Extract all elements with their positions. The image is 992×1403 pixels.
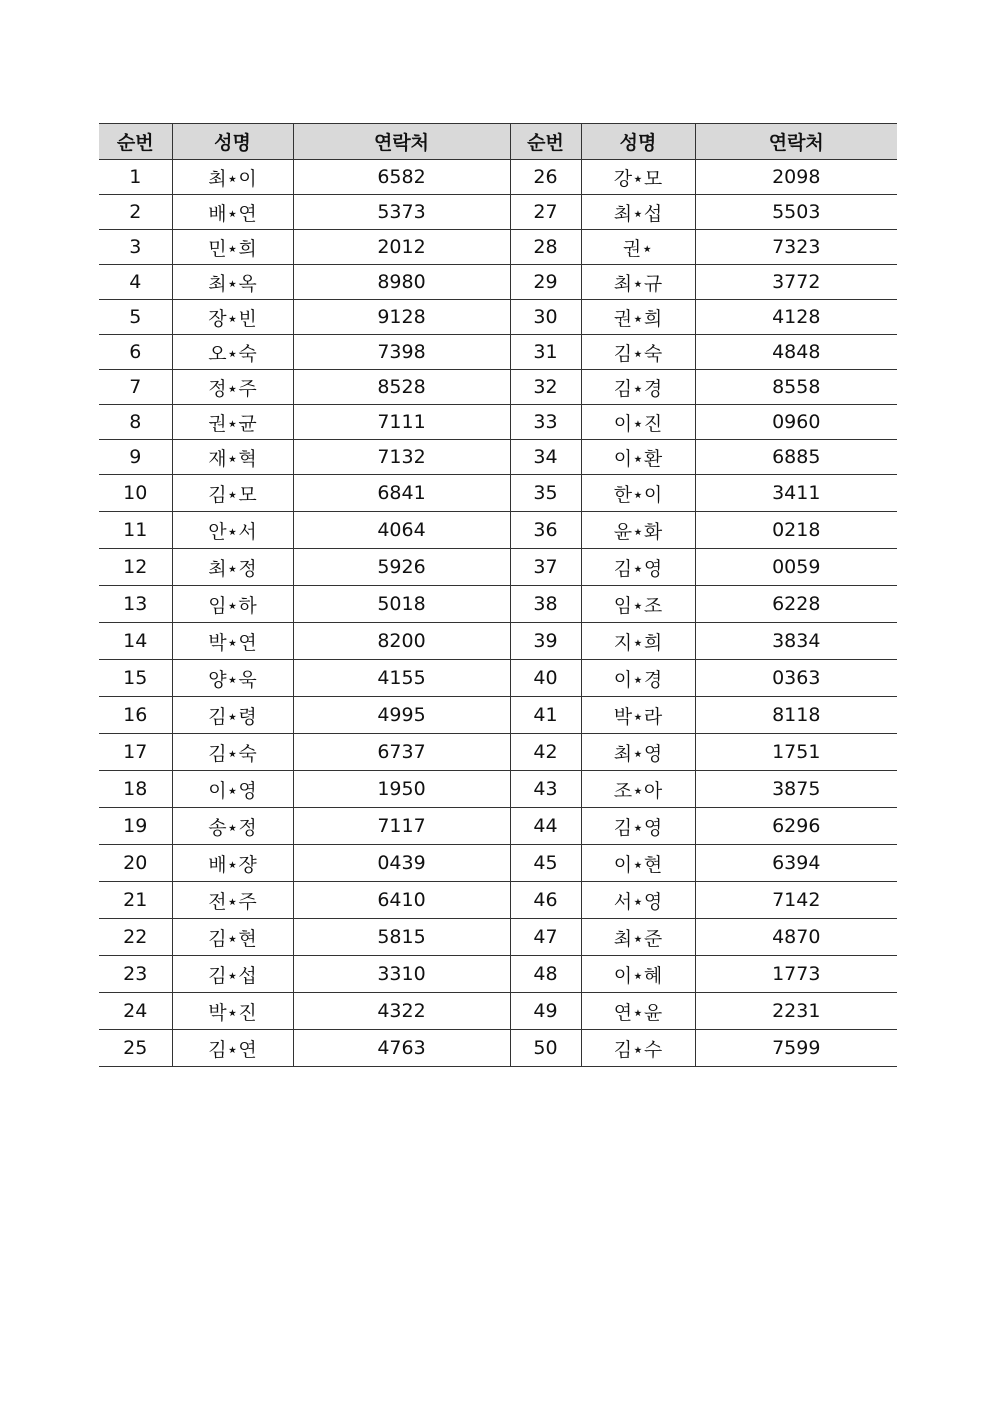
cell-contact-2: 4870: [695, 919, 897, 956]
cell-contact-2: 3772: [695, 265, 897, 300]
cell-contact-2: 1751: [695, 734, 897, 771]
cell-number: 1: [99, 160, 172, 195]
cell-number: 16: [99, 697, 172, 734]
table-body: [99, 160, 897, 1067]
cell-name-2: 권⋆희: [581, 300, 695, 335]
cell-number-2: 29: [510, 265, 581, 300]
header-contact-2: 연락처: [695, 124, 897, 160]
cell-name-2: 임⋆조: [581, 586, 695, 623]
cell-number: 19: [99, 808, 172, 845]
cell-number-2: 40: [510, 660, 581, 697]
cell-name-2: 이⋆혜: [581, 956, 695, 993]
cell-contact: 3310: [293, 956, 510, 993]
cell-name: 최⋆옥: [172, 265, 293, 300]
cell-number: 14: [99, 623, 172, 660]
cell-contact: 2012: [293, 230, 510, 265]
table-row: [99, 808, 897, 845]
table-row: [99, 300, 897, 335]
cell-number: 24: [99, 993, 172, 1030]
table-row: [99, 734, 897, 771]
cell-number-2: 42: [510, 734, 581, 771]
header-contact: 연락처: [293, 124, 510, 160]
cell-contact-2: 2098: [695, 160, 897, 195]
cell-contact: 8528: [293, 370, 510, 405]
table-row: [99, 919, 897, 956]
cell-name-2: 강⋆모: [581, 160, 695, 195]
table-row: [99, 993, 897, 1030]
cell-name: 오⋆숙: [172, 335, 293, 370]
cell-contact-2: 6228: [695, 586, 897, 623]
cell-name-2: 연⋆윤: [581, 993, 695, 1030]
cell-number-2: 26: [510, 160, 581, 195]
table-row: [99, 771, 897, 808]
cell-name: 정⋆주: [172, 370, 293, 405]
cell-name-2: 윤⋆화: [581, 512, 695, 549]
cell-number: 17: [99, 734, 172, 771]
cell-contact: 4064: [293, 512, 510, 549]
cell-name-2: 최⋆섭: [581, 195, 695, 230]
cell-number-2: 31: [510, 335, 581, 370]
cell-name-2: 이⋆현: [581, 845, 695, 882]
cell-contact: 9128: [293, 300, 510, 335]
cell-number: 12: [99, 549, 172, 586]
header-name-2: 성명: [581, 124, 695, 160]
cell-number: 15: [99, 660, 172, 697]
table-row: [99, 956, 897, 993]
cell-number: 20: [99, 845, 172, 882]
cell-contact: 6582: [293, 160, 510, 195]
cell-name-2: 김⋆영: [581, 808, 695, 845]
cell-contact-2: 7142: [695, 882, 897, 919]
table-row: [99, 265, 897, 300]
cell-number: 21: [99, 882, 172, 919]
cell-contact: 8980: [293, 265, 510, 300]
cell-contact: 4763: [293, 1030, 510, 1067]
table-row: [99, 697, 897, 734]
cell-contact-2: 0059: [695, 549, 897, 586]
roster-table: [99, 123, 897, 1067]
cell-contact-2: 1773: [695, 956, 897, 993]
cell-number: 5: [99, 300, 172, 335]
cell-name: 장⋆빈: [172, 300, 293, 335]
cell-name: 최⋆정: [172, 549, 293, 586]
cell-name: 배⋆쟝: [172, 845, 293, 882]
table-header-row: [99, 124, 897, 160]
cell-number: 11: [99, 512, 172, 549]
cell-name: 김⋆현: [172, 919, 293, 956]
table-row: [99, 1030, 897, 1067]
cell-number: 3: [99, 230, 172, 265]
cell-contact-2: 6296: [695, 808, 897, 845]
cell-name-2: 권⋆: [581, 230, 695, 265]
cell-name: 김⋆모: [172, 475, 293, 512]
cell-name: 김⋆연: [172, 1030, 293, 1067]
table-row: [99, 549, 897, 586]
cell-name: 송⋆정: [172, 808, 293, 845]
cell-name-2: 최⋆준: [581, 919, 695, 956]
table-row: [99, 195, 897, 230]
table-row: [99, 512, 897, 549]
cell-name-2: 김⋆숙: [581, 335, 695, 370]
cell-contact: 4155: [293, 660, 510, 697]
cell-name-2: 조⋆아: [581, 771, 695, 808]
cell-number-2: 50: [510, 1030, 581, 1067]
cell-name-2: 최⋆영: [581, 734, 695, 771]
cell-name-2: 최⋆규: [581, 265, 695, 300]
header-number-2: 순번: [510, 124, 581, 160]
cell-name-2: 김⋆수: [581, 1030, 695, 1067]
cell-number-2: 49: [510, 993, 581, 1030]
header-number: 순번: [99, 124, 172, 160]
cell-contact: 4322: [293, 993, 510, 1030]
cell-number: 13: [99, 586, 172, 623]
table-row: [99, 660, 897, 697]
table-row: [99, 475, 897, 512]
table-row: [99, 335, 897, 370]
cell-number-2: 34: [510, 440, 581, 475]
cell-number-2: 46: [510, 882, 581, 919]
cell-number: 7: [99, 370, 172, 405]
cell-number-2: 37: [510, 549, 581, 586]
cell-number-2: 39: [510, 623, 581, 660]
cell-contact-2: 7599: [695, 1030, 897, 1067]
cell-name-2: 김⋆영: [581, 549, 695, 586]
cell-contact-2: 8558: [695, 370, 897, 405]
cell-contact: 8200: [293, 623, 510, 660]
cell-contact-2: 6885: [695, 440, 897, 475]
cell-name: 민⋆희: [172, 230, 293, 265]
cell-number: 25: [99, 1030, 172, 1067]
cell-number-2: 36: [510, 512, 581, 549]
cell-number-2: 43: [510, 771, 581, 808]
cell-name-2: 지⋆희: [581, 623, 695, 660]
table-row: [99, 370, 897, 405]
cell-name: 박⋆연: [172, 623, 293, 660]
cell-contact: 6841: [293, 475, 510, 512]
cell-name-2: 이⋆경: [581, 660, 695, 697]
cell-number-2: 32: [510, 370, 581, 405]
cell-number-2: 45: [510, 845, 581, 882]
table-row: [99, 440, 897, 475]
cell-number-2: 33: [510, 405, 581, 440]
cell-contact-2: 0218: [695, 512, 897, 549]
cell-contact: 5815: [293, 919, 510, 956]
cell-contact-2: 7323: [695, 230, 897, 265]
cell-number: 6: [99, 335, 172, 370]
cell-contact: 6737: [293, 734, 510, 771]
table-row: [99, 586, 897, 623]
cell-name: 김⋆령: [172, 697, 293, 734]
cell-number-2: 30: [510, 300, 581, 335]
cell-number: 4: [99, 265, 172, 300]
cell-contact-2: 2231: [695, 993, 897, 1030]
cell-contact: 0439: [293, 845, 510, 882]
cell-name: 배⋆연: [172, 195, 293, 230]
cell-name-2: 이⋆환: [581, 440, 695, 475]
cell-name: 재⋆혁: [172, 440, 293, 475]
cell-contact: 7111: [293, 405, 510, 440]
cell-name-2: 박⋆라: [581, 697, 695, 734]
table-row: [99, 405, 897, 440]
cell-name: 김⋆숙: [172, 734, 293, 771]
cell-contact: 1950: [293, 771, 510, 808]
cell-contact-2: 5503: [695, 195, 897, 230]
cell-number-2: 47: [510, 919, 581, 956]
cell-name: 최⋆이: [172, 160, 293, 195]
cell-name: 안⋆서: [172, 512, 293, 549]
cell-number-2: 35: [510, 475, 581, 512]
cell-contact: 5018: [293, 586, 510, 623]
cell-name-2: 이⋆진: [581, 405, 695, 440]
table-row: [99, 623, 897, 660]
cell-contact: 5926: [293, 549, 510, 586]
cell-contact-2: 6394: [695, 845, 897, 882]
cell-contact-2: 3411: [695, 475, 897, 512]
cell-contact-2: 0960: [695, 405, 897, 440]
cell-name: 이⋆영: [172, 771, 293, 808]
cell-name-2: 한⋆이: [581, 475, 695, 512]
table-row: [99, 230, 897, 265]
cell-number: 8: [99, 405, 172, 440]
cell-number-2: 27: [510, 195, 581, 230]
cell-name: 임⋆하: [172, 586, 293, 623]
cell-number: 9: [99, 440, 172, 475]
cell-name-2: 김⋆경: [581, 370, 695, 405]
cell-number-2: 48: [510, 956, 581, 993]
cell-contact-2: 0363: [695, 660, 897, 697]
table-row: [99, 160, 897, 195]
cell-name: 양⋆욱: [172, 660, 293, 697]
cell-number: 2: [99, 195, 172, 230]
cell-contact-2: 3834: [695, 623, 897, 660]
cell-number: 10: [99, 475, 172, 512]
cell-contact-2: 8118: [695, 697, 897, 734]
cell-name-2: 서⋆영: [581, 882, 695, 919]
cell-contact: 7398: [293, 335, 510, 370]
cell-number: 18: [99, 771, 172, 808]
cell-name: 전⋆주: [172, 882, 293, 919]
cell-contact-2: 3875: [695, 771, 897, 808]
cell-number-2: 38: [510, 586, 581, 623]
cell-number: 22: [99, 919, 172, 956]
cell-number: 23: [99, 956, 172, 993]
cell-contact: 5373: [293, 195, 510, 230]
cell-contact: 7132: [293, 440, 510, 475]
cell-name: 권⋆균: [172, 405, 293, 440]
cell-name: 김⋆섭: [172, 956, 293, 993]
cell-number-2: 44: [510, 808, 581, 845]
table-row: [99, 845, 897, 882]
cell-name: 박⋆진: [172, 993, 293, 1030]
cell-contact-2: 4128: [695, 300, 897, 335]
cell-number-2: 41: [510, 697, 581, 734]
cell-contact: 4995: [293, 697, 510, 734]
header-name: 성명: [172, 124, 293, 160]
cell-contact: 6410: [293, 882, 510, 919]
cell-contact-2: 4848: [695, 335, 897, 370]
cell-number-2: 28: [510, 230, 581, 265]
cell-contact: 7117: [293, 808, 510, 845]
table-row: [99, 882, 897, 919]
